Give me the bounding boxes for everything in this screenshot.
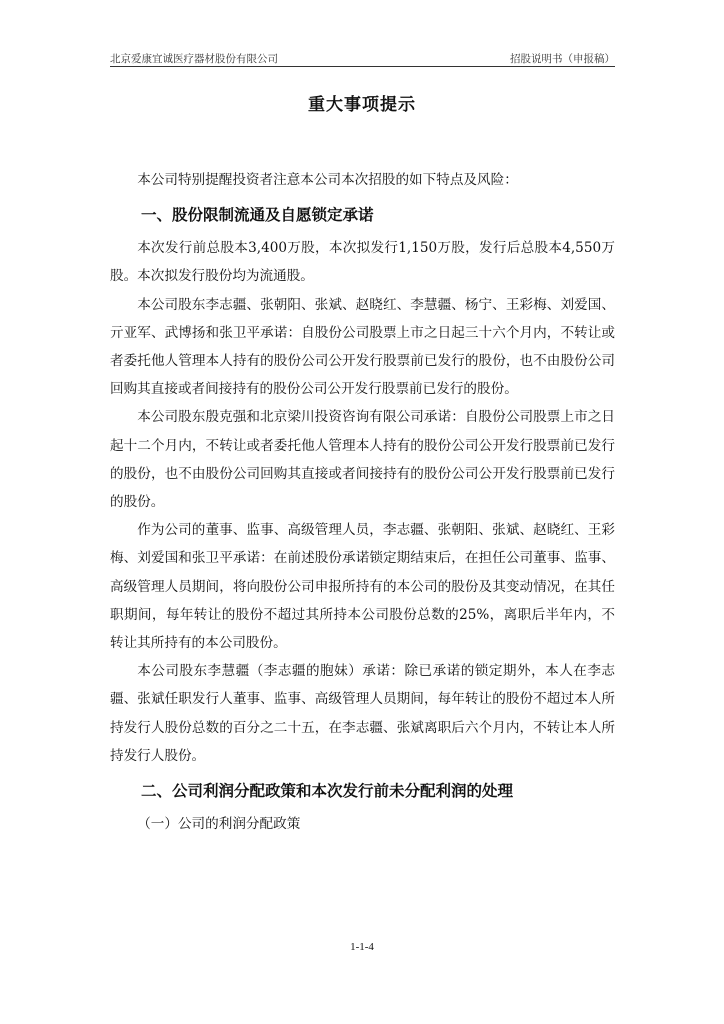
section-1-paragraph: 本次发行前总股本3,400万股，本次拟发行1,150万股，发行后总股本4,550万股。本次拟发行股份均为流通股。 — [110, 240, 615, 285]
section-2-sub-heading: （一）公司的利润分配政策 — [137, 816, 301, 833]
section-1-paragraph: 本公司股东李慧疆（李志疆的胞妹）承诺：除已承诺的锁定期外，本人在李志疆、张斌任职发行人董事、监事、高级管理人员期间，每年转让的股份不超过本人所持发行人股份总数的百分之二十五，在李志疆、张斌离职后六个月内，不转让本人所持发行人股份。 — [110, 663, 615, 764]
intro-paragraph: 本公司特别提醒投资者注意本公司本次招股的如下特点及风险： — [137, 172, 518, 188]
section-1-paragraph: 作为公司的董事、监事、高级管理人员，李志疆、张朝阳、张斌、赵晓红、王彩梅、刘爱国和张卫平承诺：在前述股份承诺锁定期结束后，在担任公司董事、监事、高级管理人员期间，将向股份公司申报所持有的本公司的股份及其变动情况，在其任职期间，每年转让的股份不超过其所持本公司股份总数的25%，离职后半年内，不转让其所持有的本公司股份。 — [110, 522, 615, 652]
header-company-name: 北京爱康宜诚医疗器材股份有限公司 — [110, 53, 278, 65]
section-1-paragraph: 本公司股东李志疆、张朝阳、张斌、赵晓红、李慧疆、杨宁、王彩梅、刘爱国、亓亚军、武博扬和张卫平承诺：自股份公司股票上市之日起三十六个月内，不转让或者委托他人管理本人持有的股份公司公开发行股票前已发行的股份，也不由股份公司回购其直接或者间接持有的股份公司公开发行股票前已发行的股份。 — [110, 296, 615, 398]
header-document-type: 招股说明书（申报稿） — [510, 53, 615, 65]
page-title: 重大事项提示 — [308, 95, 416, 115]
section-2-heading: 二、公司利润分配政策和本次发行前未分配利润的处理 — [141, 782, 514, 801]
header-divider — [110, 66, 615, 67]
page-number: 1-1-4 — [350, 941, 374, 953]
section-1-heading: 一、股份限制流通及自愿锁定承诺 — [141, 206, 374, 225]
section-1-paragraph: 本公司股东殷克强和北京梁川投资咨询有限公司承诺：自股份公司股票上市之日起十二个月内，不转让或者委托他人管理本人持有的股份公司公开发行股票前已发行的股份，也不由股份公司回购其直接或者间接持有的股份公司公开发行股票前已发行的股份。 — [110, 409, 615, 511]
page-header — [110, 48, 615, 68]
document-body — [110, 166, 615, 838]
